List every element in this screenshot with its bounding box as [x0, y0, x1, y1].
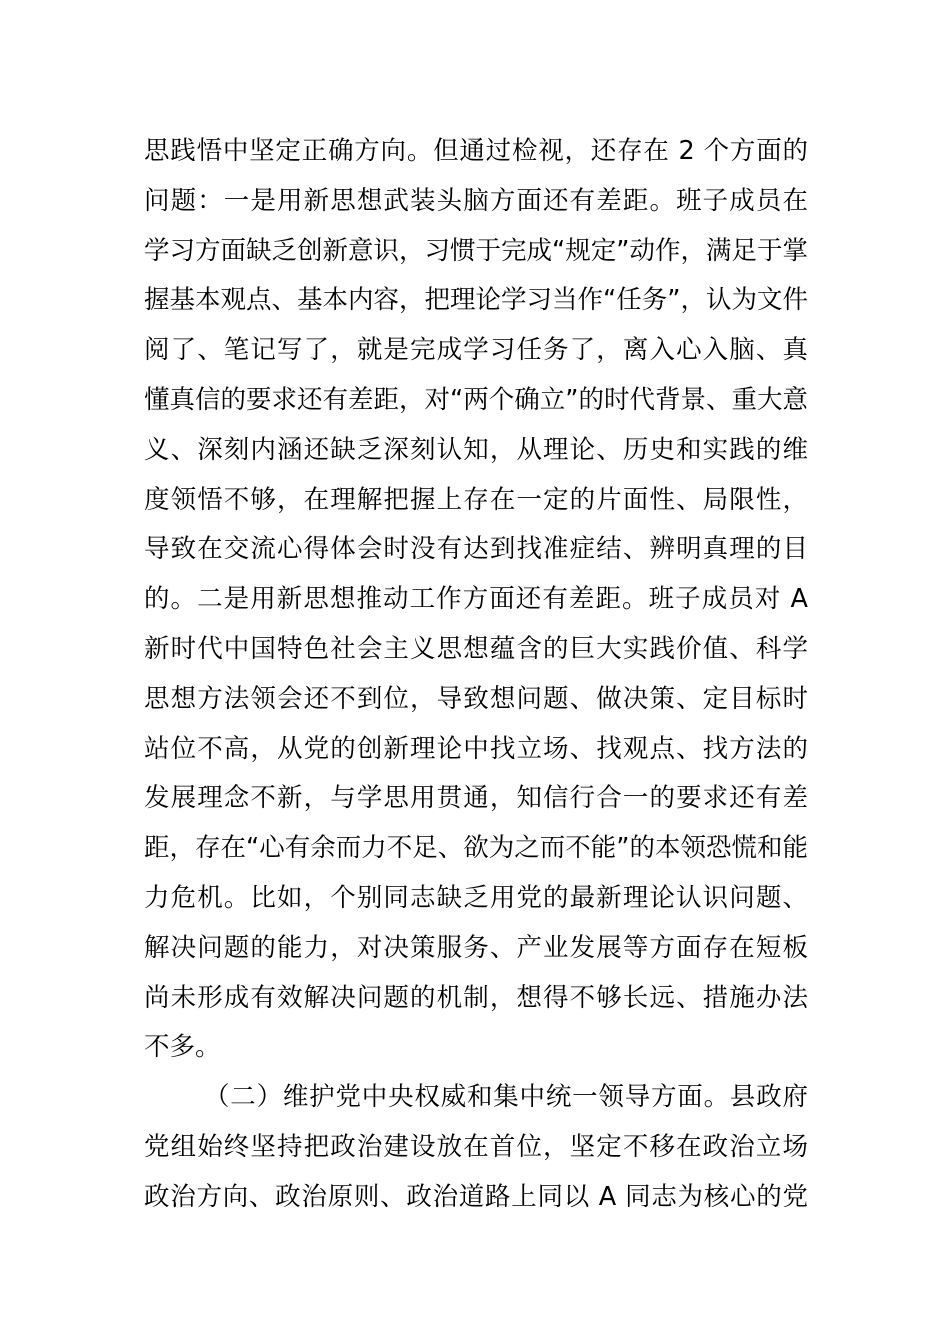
- text-line: 距，存在“心有余而力不足、欲为之而不能”的本领恐慌和能: [144, 833, 808, 864]
- text-line: 义、深刻内涵还缺乏深刻认知，从理论、历史和实践的维: [144, 434, 808, 465]
- text-line: 阅了、笔记写了，就是完成学习任务了，离入心入脑、真: [144, 335, 808, 366]
- text-line: 解决问题的能力，对决策服务、产业发展等方面存在短板: [144, 932, 808, 963]
- text-line: 导致在交流心得体会时没有达到找准症结、辨明真理的目: [144, 534, 808, 565]
- text-line: 度领悟不够，在理解把握上存在一定的片面性、局限性，: [144, 484, 808, 515]
- text-line: 思践悟中坚定正确方向。但通过检视，还存在 2 个方面的: [144, 136, 808, 166]
- text-line: 学习方面缺乏创新意识，习惯于完成“规定”动作，满足于掌: [144, 235, 808, 266]
- text-line: 党组始终坚持把政治建设放在首位，坚定不移在政治立场: [144, 1131, 808, 1162]
- text-line: 握基本观点、基本内容，把理论学习当作“任务”，认为文件: [144, 285, 808, 316]
- text-line: 懂真信的要求还有差距，对“两个确立”的时代背景、重大意: [144, 384, 808, 415]
- text-line: 发展理念不新，与学思用贯通，知信行合一的要求还有差: [144, 783, 808, 814]
- text-line: 的。二是用新思想推动工作方面还有差距。班子成员对 A: [144, 584, 808, 615]
- body-text: [144, 127, 808, 1223]
- text-line: 问题：一是用新思想武装头脑方面还有差距。班子成员在: [144, 185, 808, 216]
- text-line: 新时代中国特色社会主义思想蕴含的巨大实践价值、科学: [144, 633, 808, 664]
- text-line: 尚未形成有效解决问题的机制，想得不够长远、措施办法: [144, 982, 808, 1013]
- text-line: 政治方向、政治原则、政治道路上同以 A 同志为核心的党: [144, 1181, 808, 1212]
- text-line: 思想方法领会还不到位，导致想问题、做决策、定目标时: [144, 683, 808, 714]
- section-heading-line: （二）维护党中央权威和集中统一领导方面。县政府: [204, 1082, 808, 1113]
- text-line: 站位不高，从党的创新理论中找立场、找观点、找方法的: [144, 733, 808, 764]
- text-line: 力危机。比如，个别同志缺乏用党的最新理论认识问题、: [144, 882, 808, 913]
- text-line: 不多。: [144, 1032, 221, 1063]
